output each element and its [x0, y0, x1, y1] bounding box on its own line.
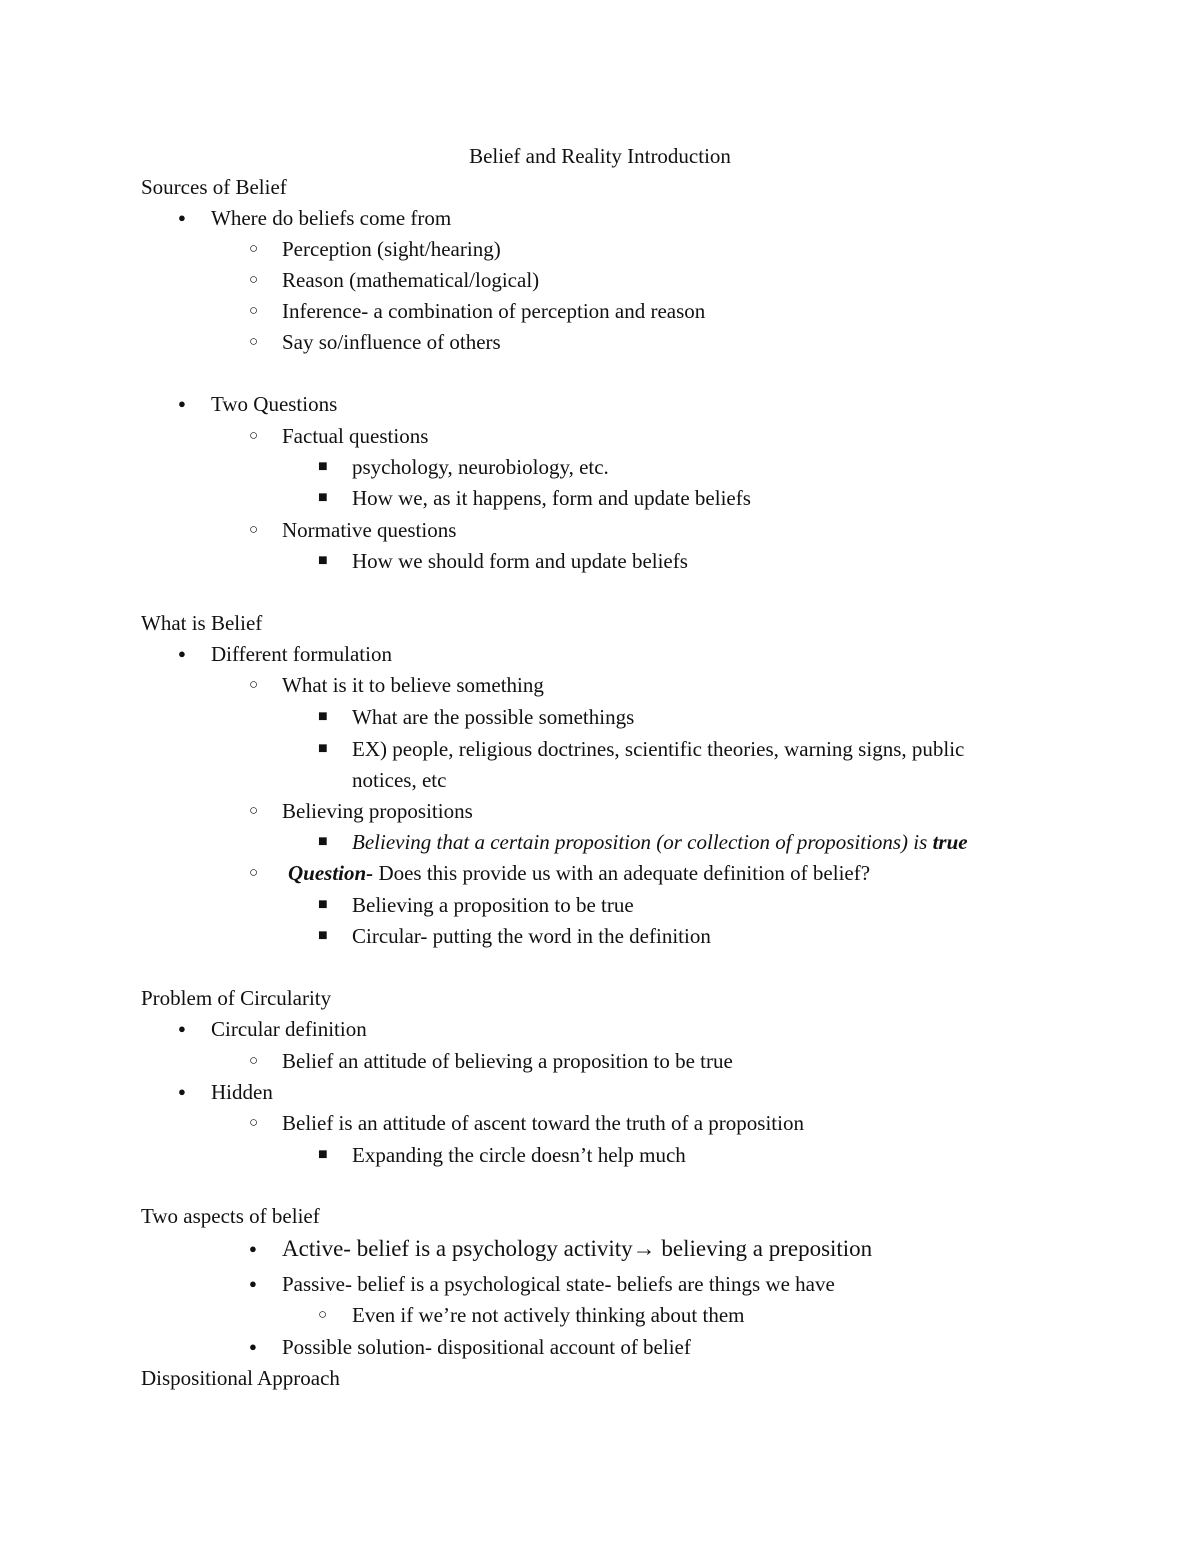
- bullet-square-icon: ■: [318, 458, 328, 475]
- list-item: Even if we’re not actively thinking about them: [352, 1303, 745, 1327]
- true-emphasis: true: [932, 830, 968, 854]
- bullet-disc-icon: ●: [249, 1241, 257, 1256]
- list-item: Different formulation: [211, 642, 392, 666]
- list-item: Factual questions: [282, 424, 429, 448]
- list-item: EX) people, religious doctrines, scientific theories, warning signs, public: [352, 737, 965, 761]
- question-text: Does this provide us with an adequate definition of belief?: [373, 861, 871, 885]
- bullet-square-icon: ■: [318, 552, 328, 569]
- bullet-circle-icon: ○: [318, 1307, 328, 1323]
- question-label: Question-: [288, 861, 374, 885]
- bullet-circle-icon: ○: [249, 303, 259, 319]
- bullet-square-icon: ■: [318, 740, 328, 757]
- list-item: Believing a proposition to be true: [352, 893, 634, 917]
- list-item: Belief an attitude of believing a proposition to be true: [282, 1049, 733, 1073]
- list-item: What is it to believe something: [282, 673, 544, 697]
- bullet-disc-icon: ●: [178, 1021, 186, 1036]
- list-item: Believing propositions: [282, 799, 473, 823]
- list-item: Say so/influence of others: [282, 330, 501, 354]
- list-item: Expanding the circle doesn’t help much: [352, 1143, 686, 1167]
- bullet-disc-icon: ●: [178, 1084, 186, 1099]
- section-heading-what-is-belief: What is Belief: [141, 611, 263, 635]
- list-item: Two Questions: [211, 392, 338, 416]
- list-item: How we, as it happens, form and update beliefs: [352, 486, 751, 510]
- bullet-circle-icon: ○: [249, 241, 259, 257]
- bullet-square-icon: ■: [318, 927, 328, 944]
- list-item: Circular definition: [211, 1017, 367, 1041]
- bullet-square-icon: ■: [318, 489, 328, 506]
- list-item: Reason (mathematical/logical): [282, 268, 540, 292]
- section-heading-circularity: Problem of Circularity: [141, 986, 332, 1010]
- list-item: psychology, neurobiology, etc.: [352, 455, 609, 479]
- bullet-circle-icon: ○: [249, 428, 259, 444]
- list-item: Normative questions: [282, 518, 457, 542]
- list-item: Circular- putting the word in the definition: [352, 924, 711, 948]
- bullet-disc-icon: ●: [178, 210, 186, 225]
- list-item: Belief is an attitude of ascent toward the truth of a proposition: [282, 1111, 804, 1135]
- list-item-continuation: notices, etc: [352, 768, 447, 792]
- bullet-circle-icon: ○: [249, 1053, 259, 1069]
- bullet-disc-icon: ●: [178, 646, 186, 661]
- bullet-circle-icon: ○: [249, 803, 259, 819]
- list-item: Possible solution- dispositional account of belief: [282, 1335, 691, 1359]
- bullet-circle-icon: ○: [249, 677, 259, 693]
- bullet-circle-icon: ○: [249, 1115, 259, 1131]
- list-item: What are the possible somethings: [352, 705, 635, 729]
- believing-that-text: Believing that a certain proposition (or collection of propositions) is: [352, 830, 933, 854]
- list-item: Perception (sight/hearing): [282, 237, 501, 261]
- section-heading-sources: Sources of Belief: [141, 175, 287, 199]
- bullet-square-icon: ■: [318, 833, 328, 850]
- list-item: How we should form and update beliefs: [352, 549, 688, 573]
- bullet-disc-icon: ●: [249, 1339, 257, 1354]
- section-heading-dispositional: Dispositional Approach: [141, 1366, 340, 1390]
- list-item: Active- belief is a psychology activity→ believing a preposition: [282, 1236, 873, 1261]
- list-item: [352, 828, 968, 856]
- bullet-circle-icon: ○: [249, 865, 259, 881]
- bullet-circle-icon: ○: [249, 334, 259, 350]
- list-item: [288, 859, 870, 887]
- section-heading-two-aspects: Two aspects of belief: [141, 1204, 320, 1228]
- bullet-square-icon: ■: [318, 1146, 328, 1163]
- bullet-circle-icon: ○: [249, 522, 259, 538]
- list-item: Inference- a combination of perception and reason: [282, 299, 706, 323]
- bullet-disc-icon: ●: [249, 1276, 257, 1291]
- list-item: Passive- belief is a psychological state- beliefs are things we have: [282, 1272, 835, 1296]
- bullet-disc-icon: ●: [178, 396, 186, 411]
- list-item: Hidden: [211, 1080, 273, 1104]
- bullet-circle-icon: ○: [249, 272, 259, 288]
- bullet-square-icon: ■: [318, 708, 328, 725]
- list-item: Where do beliefs come from: [211, 206, 452, 230]
- bullet-square-icon: ■: [318, 896, 328, 913]
- document-title: Belief and Reality Introduction: [469, 144, 731, 168]
